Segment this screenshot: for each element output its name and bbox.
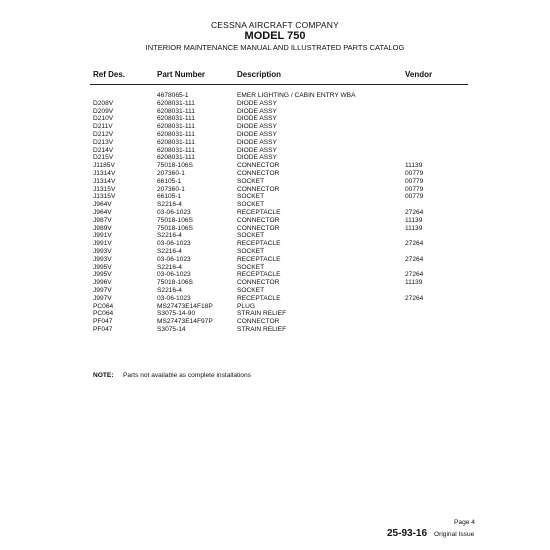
part-number-cell: 6208031-111 [157,107,195,115]
description-cell: SOCKET [237,201,265,209]
column-header-ref: Ref Des. [93,70,126,79]
description-cell: CONNECTOR [237,216,280,224]
vendor-cell: 00779 [405,169,424,177]
description-cell: CONNECTOR [237,318,280,326]
ref-cell: J993V [93,255,112,263]
table-row [0,248,550,256]
description-cell: SOCKET [237,263,265,271]
document-number: 25-93-16 [387,528,428,539]
description-cell: DIODE ASSY [237,130,277,138]
table-row [0,170,550,178]
page-number: Page 4 [454,519,475,526]
column-header-part: Part Number [157,70,206,79]
vendor-cell: 00779 [405,193,424,201]
part-number-cell: 03-06-1023 [157,255,191,263]
description-cell: SOCKET [237,193,265,201]
ref-cell: D214V [93,146,114,154]
description-cell: SOCKET [237,232,265,240]
part-number-cell: S3075-14 [157,325,186,333]
part-number-cell: 03-06-1023 [157,271,191,279]
note-label: NOTE: [93,372,114,379]
description-cell: STRAIN RELIEF [237,310,287,318]
part-number-cell: 75018-106S [157,162,193,170]
part-number-cell: 03-06-1023 [157,294,191,302]
description-cell: EMER LIGHTING / CABIN ENTRY WBA [237,92,356,99]
table-row [0,139,550,147]
table-row [0,295,550,303]
table-row [0,264,550,272]
part-number-cell: S2216-4 [157,247,182,255]
part-number-cell: 6208031-111 [157,115,195,123]
vendor-cell: 00779 [405,177,424,185]
part-number-cell: 6208031-111 [157,130,195,138]
ref-cell: J1315V [93,193,116,201]
part-number-cell: S2216-4 [157,201,182,209]
ref-cell: D211V [93,123,113,131]
table-row [0,131,550,139]
description-cell: DIODE ASSY [237,154,277,162]
description-cell: DIODE ASSY [237,138,277,146]
table-row [0,201,550,209]
description-cell: CONNECTOR [237,224,280,232]
table-row [0,232,550,240]
part-number-cell: 207360-1 [157,169,185,177]
part-number-cell: MS27473E14F18P [157,302,213,310]
ref-cell: J1185V [93,162,115,170]
table-row [0,100,550,108]
model-title: MODEL 750 [244,30,306,42]
table-row [0,162,550,170]
part-number-cell: 4678065-1 [157,92,189,99]
part-number-cell: 6208031-111 [157,99,195,107]
part-number-cell: 75018-106S [157,279,193,287]
description-cell: DIODE ASSY [237,107,277,115]
description-cell: RECEPTACLE [237,240,281,248]
ref-cell: PF047 [93,318,113,326]
description-cell: SOCKET [237,247,265,255]
table-row [0,271,550,279]
table-row [0,147,550,155]
table-row [0,123,550,131]
vendor-cell: 00779 [405,185,424,193]
description-cell: STRAIN RELIEF [237,325,287,333]
ref-cell: D213V [93,138,114,146]
table-row [0,287,550,295]
ref-cell: D208V [93,99,114,107]
table-row [0,209,550,217]
column-header-vendor: Vendor [405,70,433,79]
ref-cell: D212V [93,130,114,138]
table-row [0,154,550,162]
ref-cell: J991V [93,232,112,240]
table-row [0,225,550,233]
part-number-cell: 03-06-1023 [157,240,191,248]
part-number-cell: 6208031-111 [157,146,195,154]
part-number-cell: S2216-4 [157,232,182,240]
description-cell: RECEPTACLE [237,271,281,279]
ref-cell: J995V [93,263,112,271]
table-row [0,256,550,264]
ref-cell: J987V [93,216,112,224]
ref-cell: D209V [93,107,114,115]
part-number-cell: S2216-4 [157,263,182,271]
table-row [0,326,550,334]
description-cell: DIODE ASSY [237,146,277,154]
description-cell: DIODE ASSY [237,99,277,107]
description-cell: PLUG [237,302,255,310]
ref-cell: J997V [93,286,112,294]
company-name: CESSNA AIRCRAFT COMPANY [210,20,340,30]
description-cell: CONNECTOR [237,162,280,170]
ref-cell: J997V [93,294,112,302]
description-cell: CONNECTOR [237,185,280,193]
part-number-cell: MS27473E14F97P [157,318,213,326]
table-row [0,115,550,123]
description-cell: DIODE ASSY [237,123,277,131]
parts-table [0,92,550,334]
description-cell: CONNECTOR [237,169,280,177]
ref-cell: J1314V [93,177,116,185]
table-row [0,217,550,225]
table-row [0,310,550,318]
column-header-description: Description [237,70,282,79]
part-number-cell: 75018-106S [157,224,193,232]
manual-title: INTERIOR MAINTENANCE MANUAL AND ILLUSTRATED PARTS CATALOG [145,43,405,52]
table-row [0,92,550,100]
description-cell: DIODE ASSY [237,115,277,123]
note-text: Parts not available as complete installations [123,372,251,379]
ref-cell: PC064 [93,302,114,310]
vendor-cell: 11139 [405,224,423,232]
part-number-cell: 6208031-111 [157,154,195,162]
description-cell: SOCKET [237,286,265,294]
table-row [0,178,550,186]
page-header [0,20,550,53]
ref-cell: J989V [93,224,112,232]
vendor-cell: 11139 [405,216,423,224]
part-number-cell: S2216-4 [157,286,182,294]
part-number-cell: 75018-106S [157,216,193,224]
vendor-cell: 27264 [405,208,424,216]
ref-cell: J996V [93,279,112,287]
ref-cell: J1315V [93,185,116,193]
description-cell: CONNECTOR [237,279,280,287]
vendor-cell: 27264 [405,240,424,248]
ref-cell: J993V [93,247,112,255]
vendor-cell: 27264 [405,255,424,263]
description-cell: RECEPTACLE [237,255,281,263]
ref-cell: J964V [93,201,112,209]
part-number-cell: 207360-1 [157,185,185,193]
table-row [0,303,550,311]
vendor-cell: 27264 [405,294,424,302]
description-cell: RECEPTACLE [237,208,281,216]
ref-cell: J1314V [93,169,116,177]
description-cell: RECEPTACLE [237,294,281,302]
table-row [0,108,550,116]
ref-cell: J991V [93,240,112,248]
ref-cell: J964V [93,208,112,216]
table-row [0,193,550,201]
part-number-cell: 66105-1 [157,193,182,201]
vendor-cell: 11139 [405,162,423,170]
ref-cell: D210V [93,115,114,123]
ref-cell: D215V [93,154,114,162]
part-number-cell: 6208031-111 [157,123,195,131]
table-row [0,240,550,248]
table-row [0,318,550,326]
table-row [0,279,550,287]
part-number-cell: 6208031-111 [157,138,195,146]
issue-label: Original Issue [434,531,475,538]
ref-cell: PF047 [93,325,113,333]
vendor-cell: 11139 [405,279,423,287]
header-rule [90,84,468,85]
ref-cell: J995V [93,271,112,279]
part-number-cell: S3075-14-90 [157,310,196,318]
vendor-cell: 27264 [405,271,424,279]
table-row [0,186,550,194]
part-number-cell: 66105-1 [157,177,182,185]
ref-cell: PC064 [93,310,114,318]
description-cell: SOCKET [237,177,265,185]
part-number-cell: 03-06-1023 [157,208,191,216]
